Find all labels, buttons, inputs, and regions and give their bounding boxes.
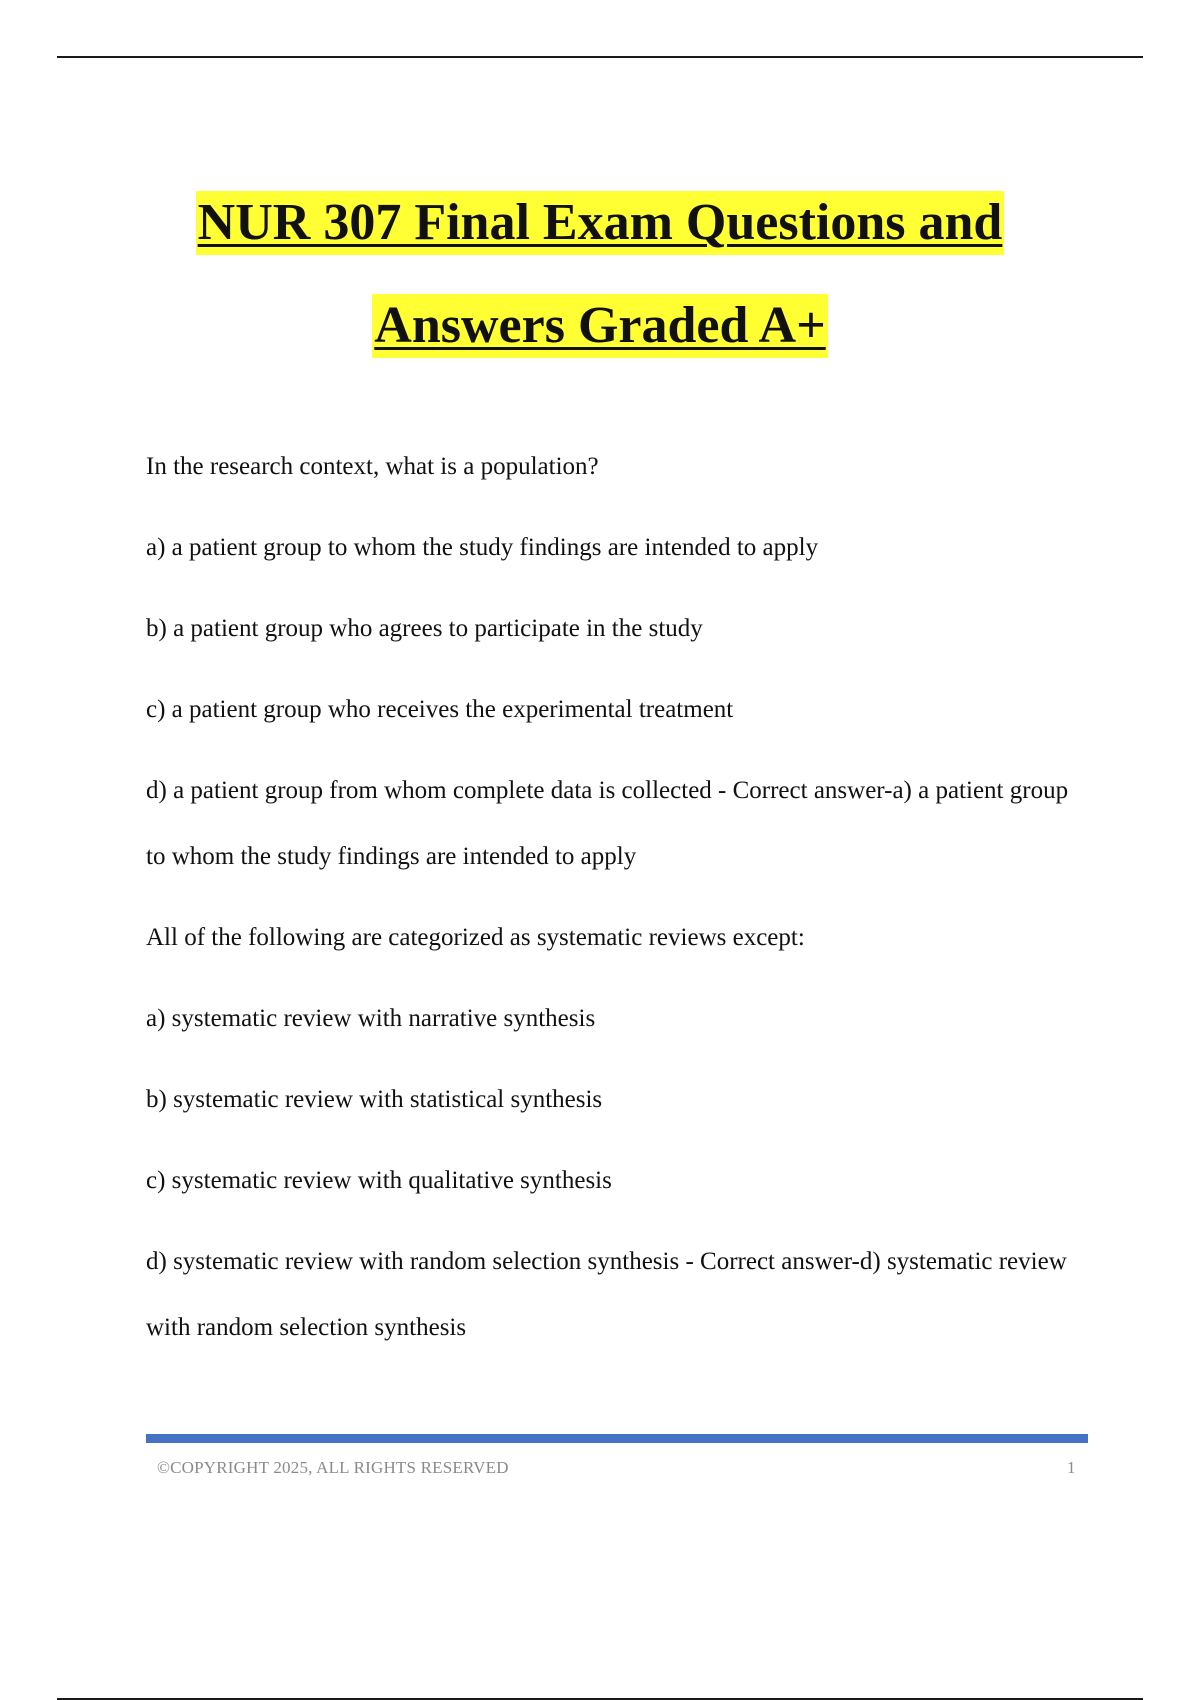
question-2-option-d-answer: d) systematic review with random selection synthesis - Correct answer-d) systematic review with random selection synthesis	[146, 1248, 1067, 1341]
question-1: In the research context, what is a population?	[146, 453, 599, 480]
question-1-option-b: b) a patient group who agrees to participate in the study	[146, 615, 703, 642]
question-2-option-c: c) systematic review with qualitative synthesis	[146, 1167, 612, 1194]
question-1-option-a: a) a patient group to whom the study findings are intended to apply	[146, 534, 819, 561]
title-line-2: Answers Graded A+	[372, 294, 827, 358]
question-2-option-b: b) systematic review with statistical synthesis	[146, 1086, 603, 1113]
document-title	[0, 178, 1200, 371]
question-1-option-c: c) a patient group who receives the experimental treatment	[146, 696, 734, 723]
top-page-rule	[57, 56, 1143, 58]
footer-page-number: 1	[1067, 1458, 1076, 1477]
footer-bar	[146, 1434, 1088, 1443]
question-1-option-d-answer: d) a patient group from whom complete data is collected - Correct answer-a) a patient group to whom the study findings are intended to apply	[146, 777, 1069, 870]
title-line-1: NUR 307 Final Exam Questions and	[196, 191, 1005, 255]
footer-copyright: ©COPYRIGHT 2025, ALL RIGHTS RESERVED	[157, 1458, 509, 1477]
question-2-option-a: a) systematic review with narrative synthesis	[146, 1005, 596, 1032]
question-2: All of the following are categorized as systematic reviews except:	[146, 924, 805, 951]
document-body	[146, 450, 1076, 1392]
